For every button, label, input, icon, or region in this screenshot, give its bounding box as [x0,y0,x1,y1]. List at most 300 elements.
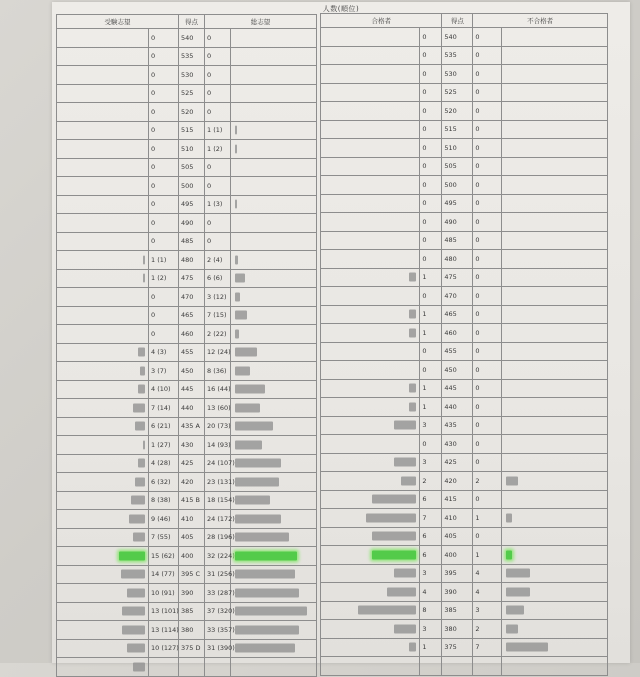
histogram-bar [366,513,416,522]
table-row [57,399,317,418]
right-count-a: 3 [420,620,442,639]
left-bar-cell-a [57,621,149,640]
left-score: 525 [179,84,205,103]
right-table [320,13,608,676]
left-bar-cell-b [231,140,317,159]
left-count-b: 37 (320) [205,602,231,621]
right-count-a: 2 [420,472,442,491]
table-row [57,177,317,196]
left-count-b: 23 (131) [205,473,231,492]
left-count-b: 32 (224) [205,547,231,566]
right-count-b: 0 [473,250,502,269]
histogram-bar [394,458,416,467]
left-bar-cell-a [57,491,149,510]
left-bar-cell-a [57,214,149,233]
left-count-a: 4 (28) [149,454,179,473]
right-bar-cell-b [502,157,608,176]
left-bar-cell-b [231,417,317,436]
table-row [57,584,317,603]
left-bar-cell-a [57,121,149,140]
left-score: 455 [179,343,205,362]
table-row [57,84,317,103]
left-score: 395 C [179,565,205,584]
histogram-bar [138,385,145,394]
table-row [57,29,317,48]
histogram-bar [235,126,237,135]
left-bar-cell-a [57,528,149,547]
right-bar-cell-a [321,324,420,343]
left-count-a: 1 (27) [149,436,179,455]
left-count-b: 20 (73) [205,417,231,436]
right-bar-cell-b [502,638,608,657]
left-score: 445 [179,380,205,399]
left-count-a: 14 (77) [149,565,179,584]
right-bar-cell-a [321,657,420,676]
right-count-b: 0 [473,46,502,65]
right-bar-cell-b [502,65,608,84]
left-bar-cell-a [57,66,149,85]
left-bar-cell-b [231,121,317,140]
left-bar-cell-b [231,473,317,492]
left-count-a: 0 [149,84,179,103]
left-count-a: 1 (1) [149,251,179,270]
left-score [179,658,205,677]
left-bar-cell-b [231,399,317,418]
table-row [321,361,608,380]
table-row [321,102,608,121]
histogram-bar [138,459,145,468]
left-score: 390 [179,584,205,603]
left-bar-cell-a [57,436,149,455]
right-bar-cell-a [321,139,420,158]
right-bar-cell-a [321,398,420,417]
left-score: 380 [179,621,205,640]
left-count-b: 0 [205,29,231,48]
left-count-b: 14 (93) [205,436,231,455]
histogram-bar [138,348,145,357]
right-bar-cell-b [502,342,608,361]
right-count-b: 0 [473,120,502,139]
right-bar-cell-b [502,120,608,139]
right-count-a: 0 [420,287,442,306]
table-row [321,46,608,65]
right-count-a: 0 [420,342,442,361]
table-row [57,510,317,529]
table-row [321,453,608,472]
histogram-bar [506,513,512,522]
left-count-a: 8 (38) [149,491,179,510]
right-count-a: 0 [420,361,442,380]
left-bar-cell-a [57,158,149,177]
right-score [442,657,473,676]
left-count-b: 0 [205,84,231,103]
right-score: 415 [442,490,473,509]
right-bar-cell-a [321,176,420,195]
histogram-bar [409,273,416,282]
table-row [321,231,608,250]
left-bar-cell-a [57,306,149,325]
left-bar-cell-b [231,214,317,233]
histogram-bar [143,440,145,449]
left-bar-cell-b [231,491,317,510]
right-score: 400 [442,546,473,565]
left-count-b: 31 (390) [205,639,231,658]
table-row [57,232,317,251]
left-score: 540 [179,29,205,48]
table-row [57,380,317,399]
right-bar-cell-b [502,435,608,454]
left-bar-cell-a [57,547,149,566]
right-bar-cell-b [502,194,608,213]
right-bar-cell-b [502,324,608,343]
table-row [321,472,608,491]
left-score: 520 [179,103,205,122]
left-score: 405 [179,528,205,547]
right-count-b: 0 [473,194,502,213]
left-bar-cell-b [231,584,317,603]
right-bar-cell-a [321,194,420,213]
right-bar-cell-a [321,268,420,287]
table-row [57,306,317,325]
histogram-bar [235,255,238,264]
left-bar-cell-a [57,47,149,66]
right-count-b: 0 [473,527,502,546]
table-row [321,176,608,195]
left-count-b: 7 (15) [205,306,231,325]
right-bar-cell-b [502,102,608,121]
left-count-a: 0 [149,325,179,344]
right-count-b: 7 [473,638,502,657]
right-count-b: 4 [473,564,502,583]
right-count-a: 0 [420,435,442,454]
left-bar-cell-b [231,325,317,344]
right-score: 445 [442,379,473,398]
left-count-b: 0 [205,47,231,66]
right-score: 470 [442,287,473,306]
histogram-bar [121,570,145,579]
left-bar-cell-b [231,306,317,325]
right-bar-cell-a [321,102,420,121]
highlighted-histogram-bar [235,551,297,560]
histogram-bar [235,200,237,209]
right-count-a: 1 [420,398,442,417]
left-count-a: 0 [149,177,179,196]
left-count-a: 10 (91) [149,584,179,603]
right-bar-cell-a [321,490,420,509]
left-bar-cell-b [231,288,317,307]
left-bar-cell-b [231,510,317,529]
table-row [57,47,317,66]
right-score: 465 [442,305,473,324]
histogram-bar [235,329,239,338]
right-bar-cell-b [502,564,608,583]
histogram-bar [140,366,145,375]
left-count-a: 0 [149,103,179,122]
table-row [321,250,608,269]
right-count-b: 0 [473,287,502,306]
histogram-bar [235,496,270,505]
highlighted-histogram-bar [506,550,512,559]
right-score: 485 [442,231,473,250]
right-bar-cell-a [321,305,420,324]
left-count-b: 18 (154) [205,491,231,510]
left-score: 420 [179,473,205,492]
histogram-bar [506,569,530,578]
right-bar-cell-b [502,583,608,602]
right-bar-cell-b [502,379,608,398]
left-count-b: 24 (172) [205,510,231,529]
highlighted-histogram-bar [372,550,416,559]
left-score: 515 [179,121,205,140]
left-count-b: 31 (256) [205,565,231,584]
right-count-a: 1 [420,638,442,657]
left-bar-cell-b [231,177,317,196]
table-row [57,103,317,122]
right-bar-cell-a [321,83,420,102]
table-row [57,417,317,436]
left-score: 495 [179,195,205,214]
right-count-b: 0 [473,83,502,102]
right-count-a: 3 [420,564,442,583]
right-bar-cell-a [321,546,420,565]
table-row [57,325,317,344]
right-count-b: 0 [473,157,502,176]
right-bar-cell-a [321,231,420,250]
left-score: 470 [179,288,205,307]
right-bar-cell-b [502,601,608,620]
right-score: 460 [442,324,473,343]
right-bar-cell-b [502,472,608,491]
left-count-a: 13 (114) [149,621,179,640]
table-row [321,287,608,306]
table-row [57,269,317,288]
right-count-a: 0 [420,157,442,176]
right-bar-cell-b [502,46,608,65]
table-row [57,658,317,677]
table-row [57,195,317,214]
left-bar-cell-b [231,103,317,122]
left-header-total: 総志望 [205,15,317,29]
right-bar-cell-a [321,453,420,472]
left-count-a: 0 [149,121,179,140]
right-count-a: 0 [420,250,442,269]
histogram-bar [235,366,250,375]
left-bar-cell-a [57,380,149,399]
left-bar-cell-a [57,140,149,159]
left-score: 450 [179,362,205,381]
table-row [321,509,608,528]
histogram-bar [122,625,145,634]
right-bar-cell-b [502,250,608,269]
left-bar-cell-b [231,380,317,399]
table-row [57,454,317,473]
table-row [57,528,317,547]
right-count-b: 0 [473,342,502,361]
histogram-bar [409,402,416,411]
left-score: 440 [179,399,205,418]
left-score: 480 [179,251,205,270]
left-bar-cell-b [231,362,317,381]
left-count-a: 0 [149,306,179,325]
right-bar-cell-a [321,28,420,47]
histogram-bar [235,292,240,301]
right-score: 515 [442,120,473,139]
left-score: 435 A [179,417,205,436]
right-count-a: 0 [420,231,442,250]
table-row [321,342,608,361]
right-count-a: 6 [420,490,442,509]
left-bar-cell-b [231,29,317,48]
right-bar-cell-a [321,601,420,620]
left-bar-cell-a [57,288,149,307]
right-count-a: 0 [420,83,442,102]
right-count-a: 0 [420,213,442,232]
right-count-b: 0 [473,28,502,47]
histogram-bar [235,144,237,153]
histogram-bar [129,514,145,523]
left-count-b [205,658,231,677]
right-bar-cell-a [321,583,420,602]
histogram-bar [235,570,295,579]
table-row [57,621,317,640]
histogram-bar [358,606,416,615]
right-count-a: 3 [420,416,442,435]
left-count-b: 0 [205,158,231,177]
right-bar-cell-b [502,361,608,380]
right-score: 525 [442,83,473,102]
left-bar-cell-a [57,325,149,344]
left-score: 500 [179,177,205,196]
left-count-b: 0 [205,232,231,251]
left-header-score: 得点 [179,15,205,29]
left-header-applicants: 受験志望 [57,15,179,29]
table-row [321,213,608,232]
table-row [321,527,608,546]
right-bar-cell-a [321,342,420,361]
left-bar-cell-b [231,269,317,288]
right-count-b: 2 [473,620,502,639]
right-count-b: 1 [473,546,502,565]
left-bar-cell-b [231,66,317,85]
right-bar-cell-b [502,268,608,287]
left-score: 490 [179,214,205,233]
left-count-b: 2 (4) [205,251,231,270]
right-score: 510 [442,139,473,158]
right-bar-cell-b [502,28,608,47]
left-count-a: 13 (101) [149,602,179,621]
histogram-bar [506,643,548,652]
right-score: 425 [442,453,473,472]
right-count-b: 0 [473,65,502,84]
right-score: 475 [442,268,473,287]
histogram-bar [372,532,416,541]
right-score: 490 [442,213,473,232]
left-count-b: 0 [205,177,231,196]
table-row [321,65,608,84]
table-row [321,157,608,176]
right-count-a: 1 [420,324,442,343]
left-count-a: 4 (10) [149,380,179,399]
histogram-bar [235,514,281,523]
page-title: 人数(順位) [322,5,360,13]
left-bar-cell-a [57,343,149,362]
left-count-a: 6 (32) [149,473,179,492]
right-count-b: 0 [473,379,502,398]
left-count-b: 2 (22) [205,325,231,344]
left-score: 505 [179,158,205,177]
right-count-b: 0 [473,453,502,472]
table-row [321,83,608,102]
left-count-a: 6 (21) [149,417,179,436]
right-bar-cell-b [502,305,608,324]
table-row [321,601,608,620]
right-bar-cell-b [502,453,608,472]
table-row [57,121,317,140]
right-bar-cell-a [321,46,420,65]
left-bar-cell-b [231,195,317,214]
left-bar-cell-a [57,399,149,418]
table-row [57,473,317,492]
left-count-a: 0 [149,47,179,66]
left-header-row [57,15,317,29]
right-score: 530 [442,65,473,84]
right-header-passed: 合格者 [321,14,442,28]
left-bar-cell-a [57,473,149,492]
left-score: 535 [179,47,205,66]
left-score: 430 [179,436,205,455]
histogram-bar [506,476,518,485]
right-count-b: 0 [473,361,502,380]
left-count-b: 13 (60) [205,399,231,418]
right-bar-cell-b [502,620,608,639]
table-row [57,639,317,658]
right-score: 430 [442,435,473,454]
table-row [57,565,317,584]
table-row [321,583,608,602]
left-count-a: 0 [149,195,179,214]
left-bar-cell-b [231,565,317,584]
right-count-a: 0 [420,139,442,158]
histogram-bar [135,422,145,431]
left-count-a: 9 (46) [149,510,179,529]
left-count-a: 7 (14) [149,399,179,418]
left-bar-cell-b [231,84,317,103]
table-row [321,194,608,213]
right-score: 520 [442,102,473,121]
left-count-a: 0 [149,140,179,159]
left-count-b: 16 (44) [205,380,231,399]
table-row [57,251,317,270]
left-count-a [149,658,179,677]
right-count-a: 8 [420,601,442,620]
right-count-b: 0 [473,139,502,158]
histogram-bar [235,422,273,431]
histogram-bar [235,588,299,597]
right-score: 480 [442,250,473,269]
table-row [57,158,317,177]
right-score: 500 [442,176,473,195]
left-score: 375 D [179,639,205,658]
left-bar-cell-a [57,251,149,270]
left-bar-cell-a [57,269,149,288]
right-count-b: 2 [473,472,502,491]
right-bar-cell-a [321,564,420,583]
left-bar-cell-a [57,602,149,621]
left-bar-cell-a [57,510,149,529]
table-row [57,343,317,362]
histogram-bar [394,624,416,633]
right-bar-cell-b [502,509,608,528]
